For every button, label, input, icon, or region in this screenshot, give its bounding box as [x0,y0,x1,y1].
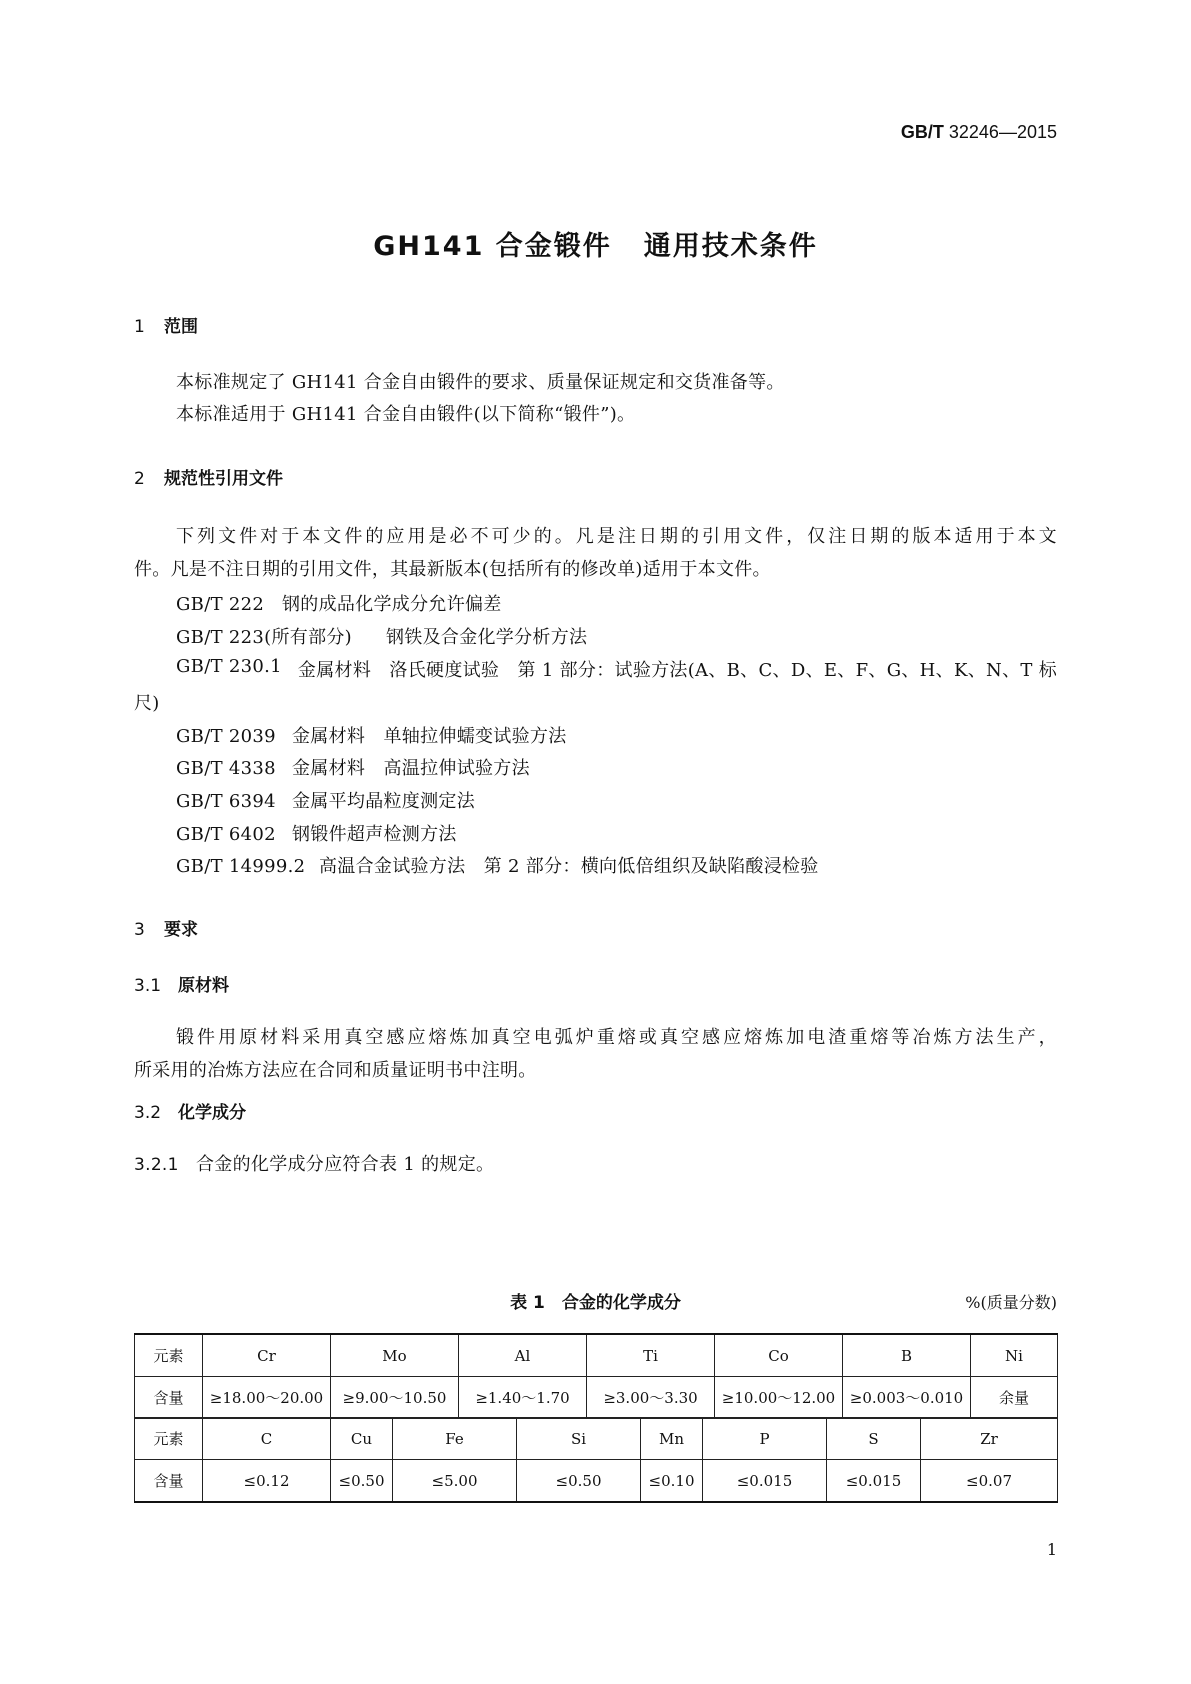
content-cell: ≤0.12 [203,1460,331,1503]
content-cell: ≥10.00～12.00 [715,1377,843,1419]
element-cell: B [843,1334,971,1377]
reference-item: GB/T 2039 金属材料 单轴拉伸蠕变试验方法 [176,726,567,747]
element-cell: S [827,1418,921,1460]
content-cell: ≥9.00～10.50 [331,1377,459,1419]
section-3-2-heading: 3.2 化学成分 [134,1103,246,1123]
title-part2: 通用技术条件 [643,231,818,262]
section-1-para-1: 本标准规定了 GH141 合金自由锻件的要求、质量保证规定和交货准备等。 [176,372,785,393]
element-cell: Zr [921,1418,1058,1460]
content-cell: ≤0.015 [703,1460,827,1503]
content-cell: ≤5.00 [393,1460,517,1503]
standard-prefix: GB/T [900,122,944,142]
row-label: 元素 [135,1334,203,1377]
section-2-intro-line-2: 件。凡是不注日期的引用文件，其最新版本(包括所有的修改单)适用于本文件。 [134,559,771,580]
content-cell: ≤0.50 [517,1460,641,1503]
element-cell: Cu [331,1418,393,1460]
content-cell: ≥1.40～1.70 [459,1377,587,1419]
element-cell: C [203,1418,331,1460]
row-label: 含量 [135,1377,203,1419]
section-3-2-1: 3.2.1 合金的化学成分应符合表 1 的规定。 [134,1154,495,1175]
reference-item: GB/T 222 钢的成品化学成分允许偏差 [176,594,502,615]
content-cell: ≤0.10 [641,1460,703,1503]
element-cell: Mn [641,1418,703,1460]
page-number: 1 [1046,1540,1057,1559]
section-2-heading: 2 规范性引用文件 [134,469,283,489]
row-label: 含量 [135,1460,203,1503]
section-3-1-line-2: 所采用的冶炼方法应在合同和质量证明书中注明。 [134,1060,537,1081]
section-1-para-2: 本标准适用于 GH141 合金自由锻件(以下简称“锻件”)。 [176,404,636,425]
element-cell: Al [459,1334,587,1377]
chemical-composition-table-part-2 [134,1417,1058,1503]
table-row [135,1418,1058,1460]
element-cell: Co [715,1334,843,1377]
reference-item: GB/T 6402 钢锻件超声检测方法 [176,824,457,845]
section-1-heading: 1 范围 [134,317,198,337]
content-cell: ≤0.50 [331,1460,393,1503]
content-cell: ≥18.00～20.00 [203,1377,331,1419]
element-cell: Mo [331,1334,459,1377]
section-3-1-line-1: 锻件用原材料采用真空感应熔炼加真空电弧炉重熔或真空感应熔炼加电渣重熔等冶炼方法生产， [176,1027,1057,1048]
table-unit: %(质量分数) [965,1293,1057,1312]
reference-item: GB/T 223(所有部分) 钢铁及合金化学分析方法 [176,627,588,648]
element-cell: Si [517,1418,641,1460]
content-cell: ≥3.00～3.30 [587,1377,715,1419]
content-cell: ≥0.003～0.010 [843,1377,971,1419]
section-3-1-heading: 3.1 原材料 [134,976,229,996]
table-caption: 表 1 合金的化学成分 [510,1293,681,1313]
content-cell: 余量 [971,1377,1058,1419]
element-cell: Cr [203,1334,331,1377]
content-cell: ≤0.015 [827,1460,921,1503]
element-cell: Ni [971,1334,1058,1377]
section-2-intro-line-1: 下列文件对于本文件的应用是必不可少的。凡是注日期的引用文件，仅注日期的版本适用于本文 [176,526,1057,547]
standard-code: 32246—2015 [948,122,1057,142]
table-row [135,1377,1058,1419]
chemical-composition-table-part-1 [134,1333,1058,1419]
section-3-heading: 3 要求 [134,920,198,940]
reference-item: GB/T 230.1 金属材料 洛氏硬度试验 第 1 部分：试验方法(A、B、C、D、E、F、G、H、K、N、T 标 [176,656,1057,681]
title-part1: GH141 合金锻件 [373,231,612,262]
reference-item: GB/T 14999.2 高温合金试验方法 第 2 部分：横向低倍组织及缺陷酸浸检验 [176,856,819,877]
element-cell: Fe [393,1418,517,1460]
standard-number [901,122,1057,143]
table-row [135,1334,1058,1377]
table-row [135,1460,1058,1503]
element-cell: Ti [587,1334,715,1377]
reference-item-continuation: 尺) [134,693,160,714]
document-title [0,224,1191,263]
content-cell: ≤0.07 [921,1460,1058,1503]
element-cell: P [703,1418,827,1460]
row-label: 元素 [135,1418,203,1460]
reference-item: GB/T 4338 金属材料 高温拉伸试验方法 [176,758,530,779]
reference-item: GB/T 6394 金属平均晶粒度测定法 [176,791,475,812]
